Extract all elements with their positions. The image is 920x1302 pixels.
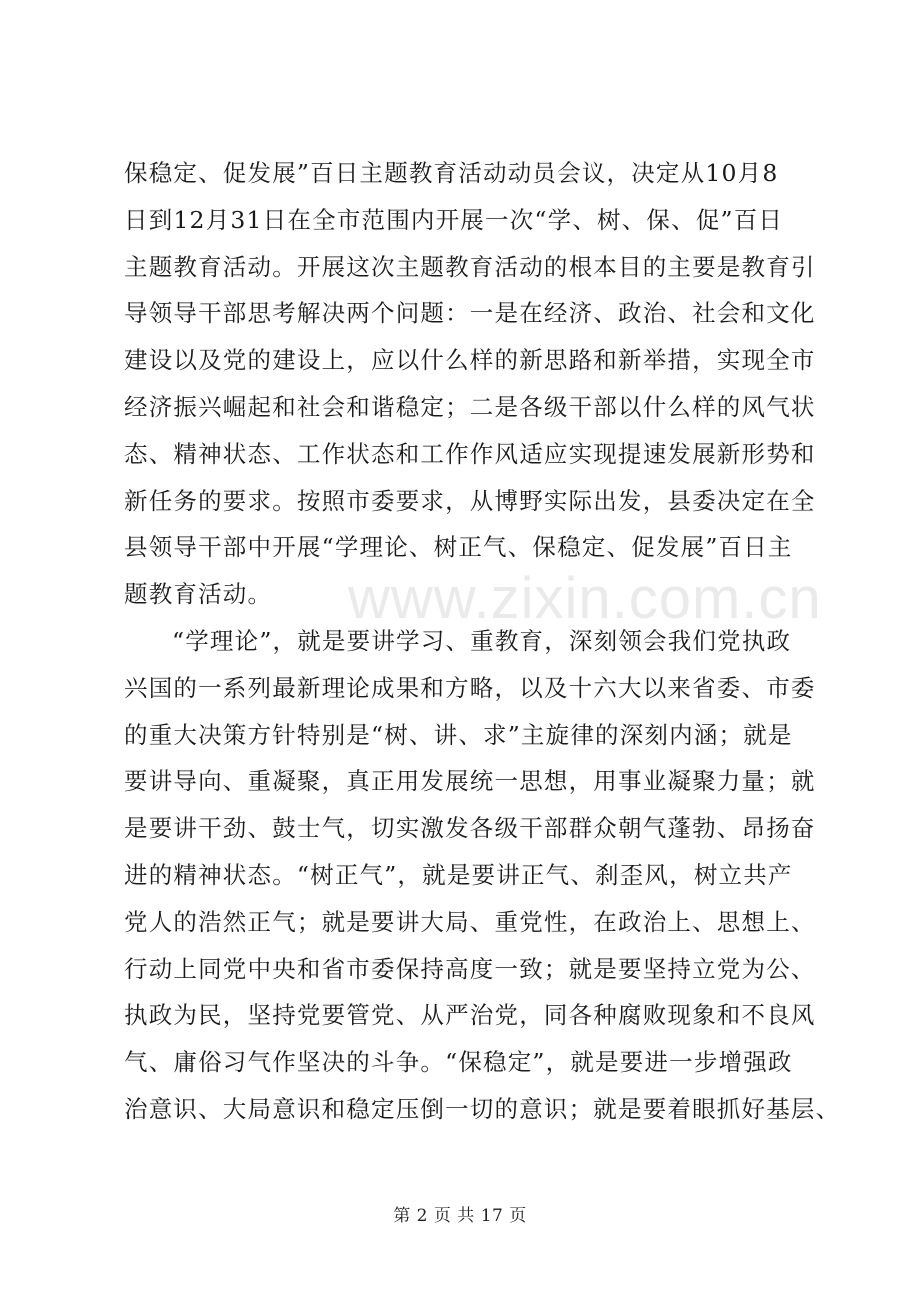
document-body: [124, 150, 841, 1133]
text-line: 县领导干部中开展“学理论、树正气、保稳定、促发展”百日主: [124, 533, 793, 562]
text-line: “学理论”，就是要讲学习、重教育，深刻领会我们党执政: [172, 626, 792, 655]
text-line: 经济振兴崛起和社会和谐稳定；二是各级干部以什么样的风气状: [124, 392, 816, 421]
text-line: 日到12月31日在全市范围内开展一次“学、树、保、促”百日: [124, 205, 784, 234]
text-line: 主题教育活动。开展这次主题教育活动的根本目的主要是教育引: [124, 252, 816, 281]
text-line: 态、精神状态、工作状态和工作作风适应实现提速发展新形势和: [124, 439, 816, 468]
text-line: 兴国的一系列最新理论成果和方略，以及十六大以来省委、市委: [124, 673, 816, 702]
text-line: 题教育活动。: [124, 580, 273, 609]
watermark: www.zixin.com.cn: [348, 566, 822, 631]
text-line: 建设以及党的建设上，应以什么样的新思路和新举措，实现全市: [124, 346, 816, 375]
text-line: 党人的浩然正气；就是要讲大局、重党性，在政治上、思想上、: [124, 907, 816, 936]
text-line: 气、庸俗习气作坚决的斗争。“保稳定”，就是要进一步增强政: [124, 1048, 793, 1077]
text-line: 要讲导向、重凝聚，真正用发展统一思想，用事业凝聚力量；就: [124, 767, 816, 796]
page-number-footer: 第 2 页 共 17 页: [393, 1206, 527, 1226]
text-line: 保稳定、促发展”百日主题教育活动动员会议，决定从10月8: [124, 159, 779, 187]
text-line: 新任务的要求。按照市委要求，从博野实际出发，县委决定在全: [124, 486, 816, 515]
text-line: 的重大决策方针特别是“树、讲、求”主旋律的深刻内涵；就是: [124, 720, 793, 749]
text-line: 治意识、大局意识和稳定压倒一切的意识；就是要着眼抓好基层、: [124, 1094, 841, 1123]
text-line: 进的精神状态。“树正气”，就是要讲正气、刹歪风，树立共产: [124, 860, 793, 889]
text-line: 导领导干部思考解决两个问题：一是在经济、政治、社会和文化: [124, 299, 816, 328]
text-line: 执政为民，坚持党要管党、从严治党，同各种腐败现象和不良风: [124, 1001, 816, 1030]
paragraph-2: [124, 618, 841, 1133]
paragraph-1: [124, 150, 824, 618]
text-line: 行动上同党中央和省市委保持高度一致；就是要坚持立党为公、: [124, 954, 816, 983]
text-line: 是要讲干劲、鼓士气，切实激发各级干部群众朝气蓬勃、昂扬奋: [124, 814, 816, 843]
